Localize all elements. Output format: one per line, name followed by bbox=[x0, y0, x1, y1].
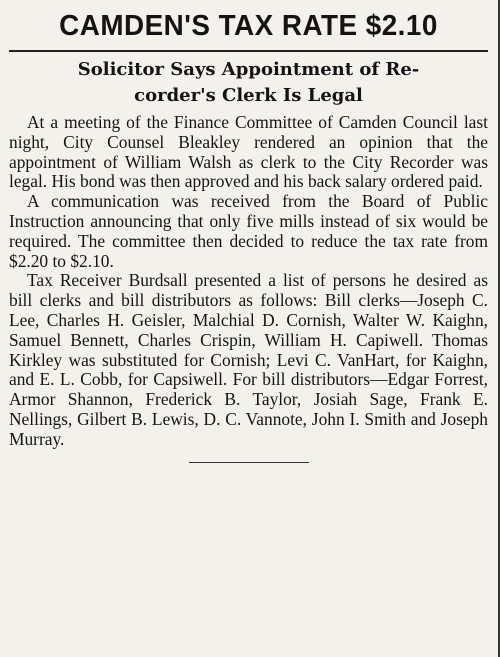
article-body bbox=[9, 113, 488, 450]
end-rule bbox=[189, 462, 309, 463]
headline-rule bbox=[9, 50, 488, 52]
subheadline-line-2: corder's Clerk Is Legal bbox=[134, 85, 363, 106]
paragraph-3: Tax Receiver Burdsall presented a list of persons he desired as bill clerks and bill distributors as follows: Bill clerks—Joseph C. Lee, Charles H. Geisler, Malchial D. Cornish, Walter W. Kaighn, Samuel Bennett, Charles Crispin, William H. Capiwell. Thomas Kirkley was substituted for Cornish; Levi C. VanHart, for Kaighn, and E. L. Cobb, for Capsiwell. For bill distributors—Edgar Forrest, Armor Shannon, Frederick B. Taylor, Josiah Sage, Frank E. Nellings, Gilbert B. Lewis, D. C. Vannote, John I. Smith and Joseph Murray. bbox=[9, 270, 488, 449]
headline: CAMDEN'S TAX RATE $2.10 bbox=[59, 10, 438, 42]
subheadline bbox=[9, 57, 488, 109]
paragraph-2: A communication was received from the Board of Public Instruction announcing that only five mills instead of six would be required. The committee then decided to reduce the tax rate from $2.20 to $2.10. bbox=[9, 191, 488, 271]
subheadline-line-1: Solicitor Says Appointment of Re- bbox=[77, 59, 420, 80]
paragraph-1: At a meeting of the Finance Committee of Camden Council last night, City Counsel Bleakley rendered an opinion that the appointment of William Walsh as clerk to the City Recorder was legal. His bond was then approved and his back salary ordered paid. bbox=[9, 112, 488, 192]
